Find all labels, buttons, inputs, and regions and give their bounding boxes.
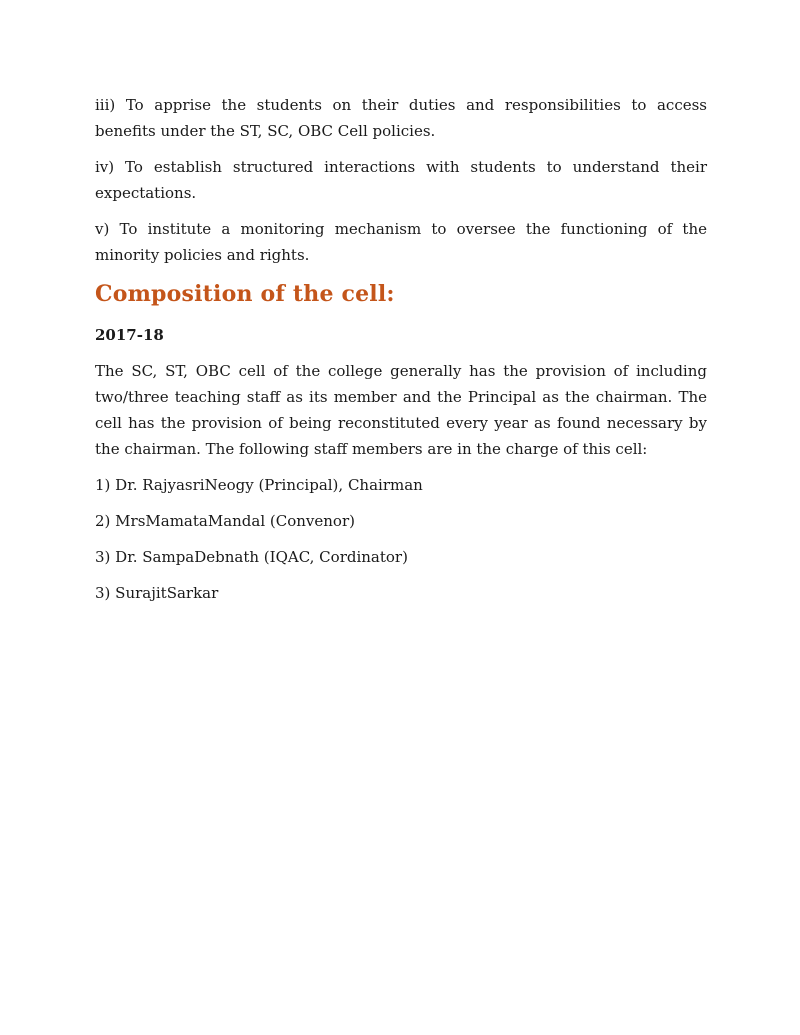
year-subheading: 2017-18 bbox=[95, 326, 164, 344]
member-item-convenor: 2) MrsMamataMandal (Convenor) bbox=[95, 512, 355, 530]
member-item-sarkar: 3) SurajitSarkar bbox=[95, 584, 219, 602]
objective-item-iv: iv) To establish structured interactions with students to understand their expectations. bbox=[95, 158, 707, 202]
objective-item-v: v) To institute a monitoring mechanism to oversee the functioning of the minority policies and rights. bbox=[95, 220, 707, 264]
member-item-coordinator: 3) Dr. SampaDebnath (IQAC, Cordinator) bbox=[95, 548, 408, 566]
section-heading: Composition of the cell: bbox=[95, 281, 395, 307]
member-item-chairman: 1) Dr. RajyasriNeogy (Principal), Chairman bbox=[95, 476, 423, 494]
objective-item-iii: iii) To apprise the students on their duties and responsibilities to access benefits under the ST, SC, OBC Cell policies. bbox=[95, 96, 707, 140]
intro-paragraph: The SC, ST, OBC cell of the college generally has the provision of including two/three teaching staff as its member and the Principal as the chairman. The cell has the provision of being reconstituted every year as found necessary by the chairman. The following staff members are in the charge of this cell: bbox=[95, 362, 707, 458]
